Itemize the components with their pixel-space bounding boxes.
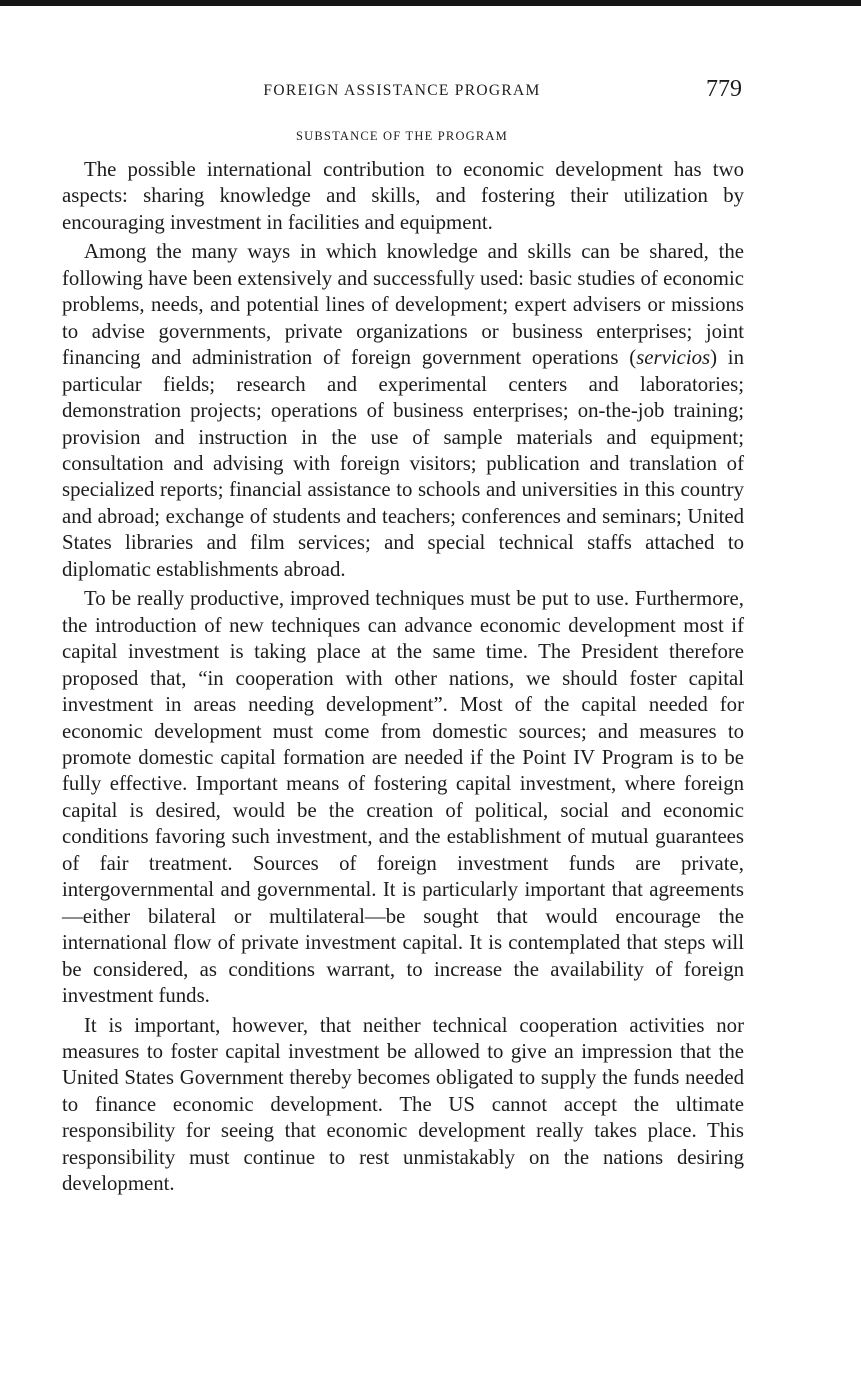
page-number: 779 (706, 76, 742, 102)
page-top-border (0, 0, 861, 6)
paragraph-2-italic-term: servicios (636, 346, 711, 370)
paragraph-2-text-before: Among the many ways in which knowledge and skills can be shared, the following have been extensively and successfully used: basic studies of economic problems, needs, and potential lines of development; expert advisers or missions to advise governments, private organizations or business enterprises; joint financing and administration of foreign government operations ( (62, 240, 744, 370)
body-text (62, 157, 744, 1198)
section-heading: SUBSTANCE OF THE PROGRAM (296, 129, 508, 143)
paragraph-2-text-after: ) in particular fields; research and experimental centers and laboratories; demonstration projects; operations of business enterprises; on-the-job training; provision and instruction in the use of sample materials and equipment; consultation and advising with foreign visitors; publication and translation of specialized reports; financial assistance to schools and universities in this country and abroad; exchange of students and teachers; conferences and seminars; United States libraries and film services; and special technical staffs attached to diplomatic establishments abroad. (62, 346, 744, 581)
paragraph-2 (62, 239, 744, 583)
paragraph-3: To be really productive, improved techniques must be put to use. Furthermore, the introduction of new techniques can advance economic development most if capital investment is taking place at the same time. The President therefore proposed that, “in cooperation with other nations, we should foster capital investment in areas needing development”. Most of the capital needed for economic development must come from domestic sources; and measures to promote domestic capital formation are needed if the Point IV Program is to be fully effective. Important means of fostering capital investment, where foreign capital is desired, would be the creation of political, social and economic conditions favoring such investment, and the establishment of mutual guarantees of fair treatment. Sources of foreign investment funds are private, intergovernmental and governmental. It is particularly important that agreements—either bilateral or multilateral—be sought that would encourage the international flow of private investment capital. It is contemplated that steps will be considered, as conditions warrant, to increase the availability of foreign investment funds. (62, 587, 744, 1008)
paragraph-1: The possible international contribution to economic development has two aspects: sharing knowledge and skills, and fostering their utilization by encouraging investment in facilities and equipment. (62, 158, 744, 234)
running-head (62, 78, 742, 108)
running-title: FOREIGN ASSISTANCE PROGRAM (263, 82, 541, 99)
paragraph-4: It is important, however, that neither technical cooperation activities nor measures to foster capital investment be allowed to give an impression that the United States Government thereby becomes obligated to supply the funds needed to finance economic development. The US cannot accept the ultimate responsibility for seeing that economic development really takes place. This responsibility must continue to rest unmistakably on the nations desiring development. (62, 1013, 744, 1196)
